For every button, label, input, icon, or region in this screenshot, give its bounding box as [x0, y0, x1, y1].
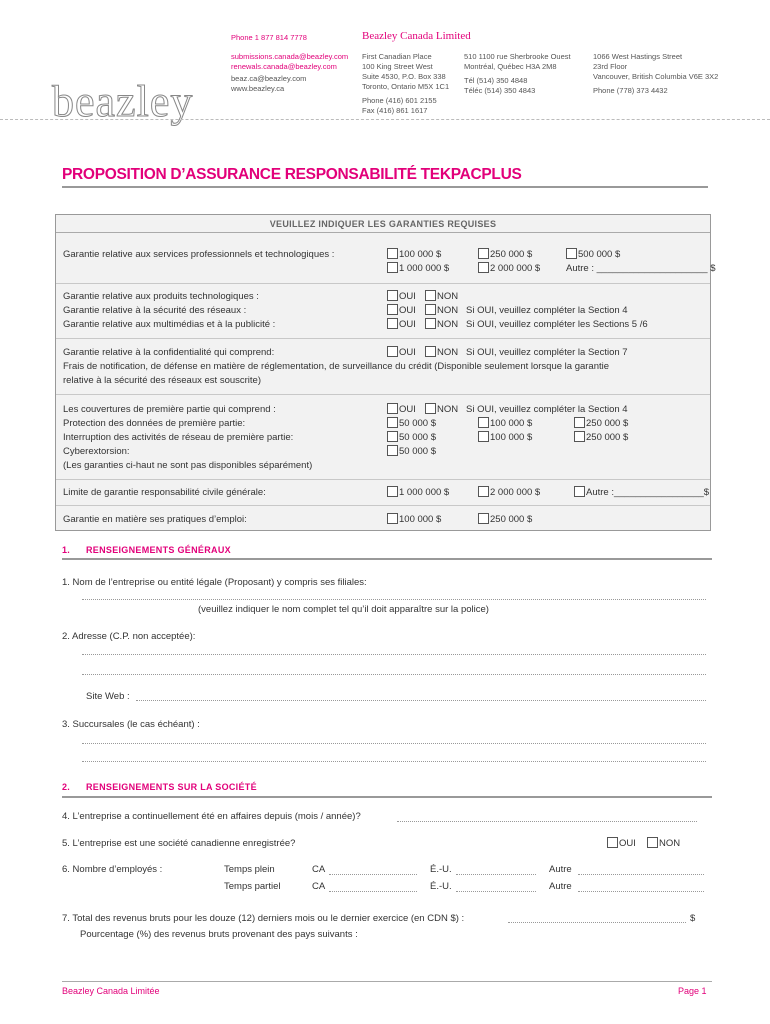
office-toronto-line-3: Suite 4530, P.O. Box 338	[362, 72, 446, 81]
products-non[interactable]	[425, 290, 458, 304]
checkbox[interactable]	[387, 262, 398, 273]
checkbox[interactable]	[387, 318, 398, 329]
prof-opt-100k[interactable]	[387, 248, 441, 262]
company-name: Beazley Canada Limited	[362, 30, 471, 42]
option-label: 2 000 000 $	[490, 263, 541, 274]
checkbox[interactable]	[478, 513, 489, 524]
option-label: NON	[437, 347, 459, 358]
checkbox[interactable]	[478, 486, 489, 497]
question-1-note: (veuillez indiquer le nom complet tel qu’il doit apparaître sur la police)	[198, 604, 489, 615]
header-website[interactable]: www.beazley.ca	[231, 84, 285, 93]
checkbox[interactable]	[387, 304, 398, 315]
checkbox[interactable]	[478, 248, 489, 259]
confidentiality-non[interactable]	[425, 346, 458, 360]
office-toronto-line-4: Toronto, Ontario M5X 1C1	[362, 82, 450, 91]
company-name-field[interactable]	[82, 599, 706, 600]
option-label: NON	[437, 404, 459, 415]
checkbox[interactable]	[425, 304, 436, 315]
section-2-divider	[62, 796, 712, 798]
interruption-label: Interruption des activités de réseau de première partie:	[63, 432, 294, 443]
header-divider	[0, 119, 770, 120]
option-label: 250 000 $	[490, 514, 533, 525]
confidentiality-desc-1: Frais de notification, de défense en matière de réglementation, de surveillance du crédit (Disponible seulement lorsque la garantie	[63, 361, 610, 372]
full-time-ca-field[interactable]	[329, 874, 417, 875]
part-time-ca-label: CA	[312, 881, 326, 892]
liability-opt-2m[interactable]	[478, 486, 540, 500]
first-party-label: Les couvertures de première partie qui comprend :	[63, 404, 276, 415]
office-vancouver-phone: Phone (778) 373 4432	[593, 86, 668, 95]
option-label: OUI	[399, 305, 416, 316]
prof-opt-1m[interactable]	[387, 262, 449, 276]
option-label: NON	[437, 305, 459, 316]
page-title: PROPOSITION D’ASSURANCE RESPONSABILITÉ TEKPACPLUS	[62, 166, 522, 183]
part-time-us-field[interactable]	[456, 891, 536, 892]
divider	[56, 394, 710, 395]
prof-opt-2m[interactable]	[478, 262, 540, 276]
office-vancouver-line-3: Vancouver, British Columbia V6E 3X2	[593, 72, 719, 81]
checkbox[interactable]	[425, 403, 436, 414]
divider	[56, 283, 710, 284]
part-time-other-field[interactable]	[578, 891, 704, 892]
employment-label: Garantie en matière ses pratiques d’emploi:	[63, 514, 247, 525]
checkbox[interactable]	[647, 837, 658, 848]
canadian-non[interactable]	[647, 837, 680, 849]
liability-label: Limite de garantie responsabilité civile générale:	[63, 487, 266, 498]
question-5: 5. L’entreprise est une société canadienne enregistrée?	[62, 838, 296, 849]
full-time-ca-label: CA	[312, 864, 326, 875]
canadian-oui[interactable]	[607, 837, 636, 849]
multimedia-oui[interactable]	[387, 318, 416, 332]
checkbox[interactable]	[387, 417, 398, 428]
prof-opt-other[interactable]: Autre : _____________________ $	[566, 263, 716, 274]
option-label: Autre :_________________$	[586, 487, 710, 498]
checkbox[interactable]	[387, 445, 398, 456]
data-opt-100k[interactable]	[478, 417, 532, 431]
checkbox[interactable]	[387, 513, 398, 524]
checkbox[interactable]	[387, 486, 398, 497]
header-email-1[interactable]: submissions.canada@beazley.com	[231, 52, 349, 61]
checkbox[interactable]	[607, 837, 618, 848]
full-time-other-field[interactable]	[578, 874, 704, 875]
checkbox[interactable]	[387, 403, 398, 414]
employment-opt-100k[interactable]	[387, 513, 441, 527]
multimedia-note: Si OUI, veuillez compléter les Sections 5 /6	[466, 319, 648, 330]
question-1: 1. Nom de l’entreprise ou entité légale (Proposant) y compris ses filiales:	[62, 577, 367, 588]
guarantees-box	[55, 214, 716, 531]
option-label: 250 000 $	[586, 418, 629, 429]
confidentiality-note: Si OUI, veuillez compléter la Section 7	[466, 347, 628, 358]
option-label: NON	[437, 319, 459, 330]
interr-opt-250k[interactable]	[574, 431, 628, 445]
section-1-heading	[62, 545, 231, 555]
part-time-ca-field[interactable]	[329, 891, 417, 892]
address-field-1[interactable]	[82, 654, 706, 655]
checkbox[interactable]	[574, 431, 585, 442]
checkbox[interactable]	[387, 290, 398, 301]
checkbox[interactable]	[478, 417, 489, 428]
question-2: 2. Adresse (C.P. non acceptée):	[62, 631, 196, 642]
letterhead	[0, 0, 770, 140]
section-title: RENSEIGNEMENTS SUR LA SOCIÉTÉ	[86, 782, 257, 792]
office-toronto-fax: Fax (416) 861 1617	[362, 106, 428, 115]
products-oui[interactable]	[387, 290, 416, 304]
question-7b: Pourcentage (%) des revenus bruts provenant des pays suivants :	[80, 929, 358, 940]
prof-opt-250k[interactable]	[478, 248, 532, 262]
part-time-us-label: É.-U.	[430, 881, 452, 892]
full-time-us-label: É.-U.	[430, 864, 452, 875]
checkbox[interactable]	[387, 431, 398, 442]
address-field-2[interactable]	[82, 674, 706, 675]
option-label: 50 000 $	[399, 446, 436, 457]
not-separate-label: (Les garanties ci-haut ne sont pas disponibles séparément)	[63, 460, 313, 471]
header-email-2[interactable]: renewals.canada@beazley.com	[231, 62, 337, 71]
checkbox[interactable]	[387, 346, 398, 357]
checkbox[interactable]	[574, 486, 585, 497]
security-note: Si OUI, veuillez compléter la Section 4	[466, 305, 628, 316]
option-label: 100 000 $	[399, 514, 442, 525]
full-time-other-label: Autre	[549, 864, 572, 875]
data-opt-50k[interactable]	[387, 417, 436, 431]
divider	[56, 505, 710, 506]
interr-opt-100k[interactable]	[478, 431, 532, 445]
divider	[56, 338, 710, 339]
footer-company: Beazley Canada Limitée	[62, 986, 160, 996]
office-montreal-phone: Tél (514) 350 4848	[464, 76, 528, 85]
beazley-logo: beazley	[52, 77, 194, 126]
option-label: 100 000 $	[490, 432, 533, 443]
option-label: NON	[437, 291, 459, 302]
divider	[56, 479, 710, 480]
first-party-non[interactable]	[425, 403, 458, 417]
security-non[interactable]	[425, 304, 458, 318]
option-label: NON	[659, 838, 681, 849]
checkbox[interactable]	[425, 290, 436, 301]
section-1-divider	[62, 558, 712, 560]
option-label: 250 000 $	[490, 249, 533, 260]
question-7: 7. Total des revenus bruts pour les douze (12) derniers mois ou le dernier exercice (en CDN $) :	[62, 913, 465, 924]
checkbox[interactable]	[478, 431, 489, 442]
option-label: 50 000 $	[399, 432, 436, 443]
option-label: 250 000 $	[586, 432, 629, 443]
option-label: 50 000 $	[399, 418, 436, 429]
multimedia-label: Garantie relative aux multimédias et à la publicité :	[63, 319, 276, 330]
option-label: 500 000 $	[578, 249, 621, 260]
confidentiality-oui[interactable]	[387, 346, 416, 360]
checkbox[interactable]	[478, 262, 489, 273]
option-label: 100 000 $	[490, 418, 533, 429]
interr-opt-50k[interactable]	[387, 431, 436, 445]
option-label: OUI	[399, 347, 416, 358]
option-label: OUI	[399, 319, 416, 330]
option-label: 1 000 000 $	[399, 487, 450, 498]
multimedia-non[interactable]	[425, 318, 458, 332]
header-phone: Phone 1 877 814 7778	[231, 33, 307, 42]
office-montreal-fax: Téléc (514) 350 4843	[464, 86, 536, 95]
header-email-3[interactable]: beaz.ca@beazley.com	[231, 74, 307, 83]
full-time-us-field[interactable]	[456, 874, 536, 875]
option-label: OUI	[399, 291, 416, 302]
office-montreal-line-1: 510 1100 rue Sherbrooke Ouest	[464, 52, 571, 61]
page-number: Page 1	[678, 986, 707, 996]
revenue-field[interactable]	[508, 922, 686, 923]
checkbox[interactable]	[425, 346, 436, 357]
checkbox[interactable]	[425, 318, 436, 329]
products-label: Garantie relative aux produits technologiques :	[63, 291, 259, 302]
guarantees-heading: VEUILLEZ INDIQUER LES GARANTIES REQUISES	[56, 215, 710, 233]
footer-divider	[62, 981, 712, 982]
option-label: OUI	[399, 404, 416, 415]
cyberextortion-label: Cyberextorsion:	[63, 446, 130, 457]
office-toronto-line-1: First Canadian Place	[362, 52, 432, 61]
cyber-opt-50k[interactable]	[387, 445, 436, 459]
option-label: 1 000 000 $	[399, 263, 450, 274]
liability-opt-other[interactable]	[574, 486, 709, 500]
part-time-label: Temps partiel	[224, 881, 281, 892]
first-party-note: Si OUI, veuillez compléter la Section 4	[466, 404, 628, 415]
full-time-label: Temps plein	[224, 864, 275, 875]
question-4: 4. L’entreprise a continuellement été en affaires depuis (mois / année)?	[62, 811, 361, 822]
title-divider	[62, 186, 708, 188]
confidentiality-label: Garantie relative à la confidentialité qui comprend:	[63, 347, 275, 358]
section-title: RENSEIGNEMENTS GÉNÉRAUX	[86, 545, 231, 555]
option-label: 100 000 $	[399, 249, 442, 260]
part-time-other-label: Autre	[549, 881, 572, 892]
office-toronto-phone: Phone (416) 601 2155	[362, 96, 437, 105]
confidentiality-desc-2: relative à la sécurité des réseaux est souscrite)	[63, 375, 262, 386]
section-2-heading	[62, 782, 257, 792]
security-label: Garantie relative à la sécurité des réseaux :	[63, 305, 247, 316]
section-number: 2.	[62, 782, 71, 792]
website-field[interactable]	[136, 700, 706, 701]
office-vancouver-line-2: 23rd Floor	[593, 62, 628, 71]
office-toronto-line-2: 100 King Street West	[362, 62, 433, 71]
option-label: 2 000 000 $	[490, 487, 541, 498]
checkbox[interactable]	[566, 248, 577, 259]
checkbox[interactable]	[387, 248, 398, 259]
branches-field-2[interactable]	[82, 761, 706, 762]
prof-opt-500k[interactable]	[566, 248, 620, 262]
office-vancouver-line-1: 1066 West Hastings Street	[593, 52, 683, 61]
security-oui[interactable]	[387, 304, 416, 318]
revenue-dollar-sign: $	[690, 913, 696, 924]
data-protection-label: Protection des données de première partie:	[63, 418, 246, 429]
prof-services-label: Garantie relative aux services professionnels et technologiques :	[63, 249, 335, 260]
question-6: 6. Nombre d’employés :	[62, 864, 163, 875]
data-opt-250k[interactable]	[574, 417, 628, 431]
business-since-field[interactable]	[397, 821, 697, 822]
employment-opt-250k[interactable]	[478, 513, 532, 527]
checkbox[interactable]	[574, 417, 585, 428]
question-3: 3. Succursales (le cas échéant) :	[62, 719, 200, 730]
section-number: 1.	[62, 545, 71, 555]
branches-field-1[interactable]	[82, 743, 706, 744]
office-montreal-line-2: Montréal, Québec H3A 2M8	[464, 62, 557, 71]
liability-opt-1m[interactable]	[387, 486, 449, 500]
option-label: OUI	[619, 838, 636, 849]
first-party-oui[interactable]	[387, 403, 416, 417]
website-label: Site Web :	[86, 691, 130, 702]
